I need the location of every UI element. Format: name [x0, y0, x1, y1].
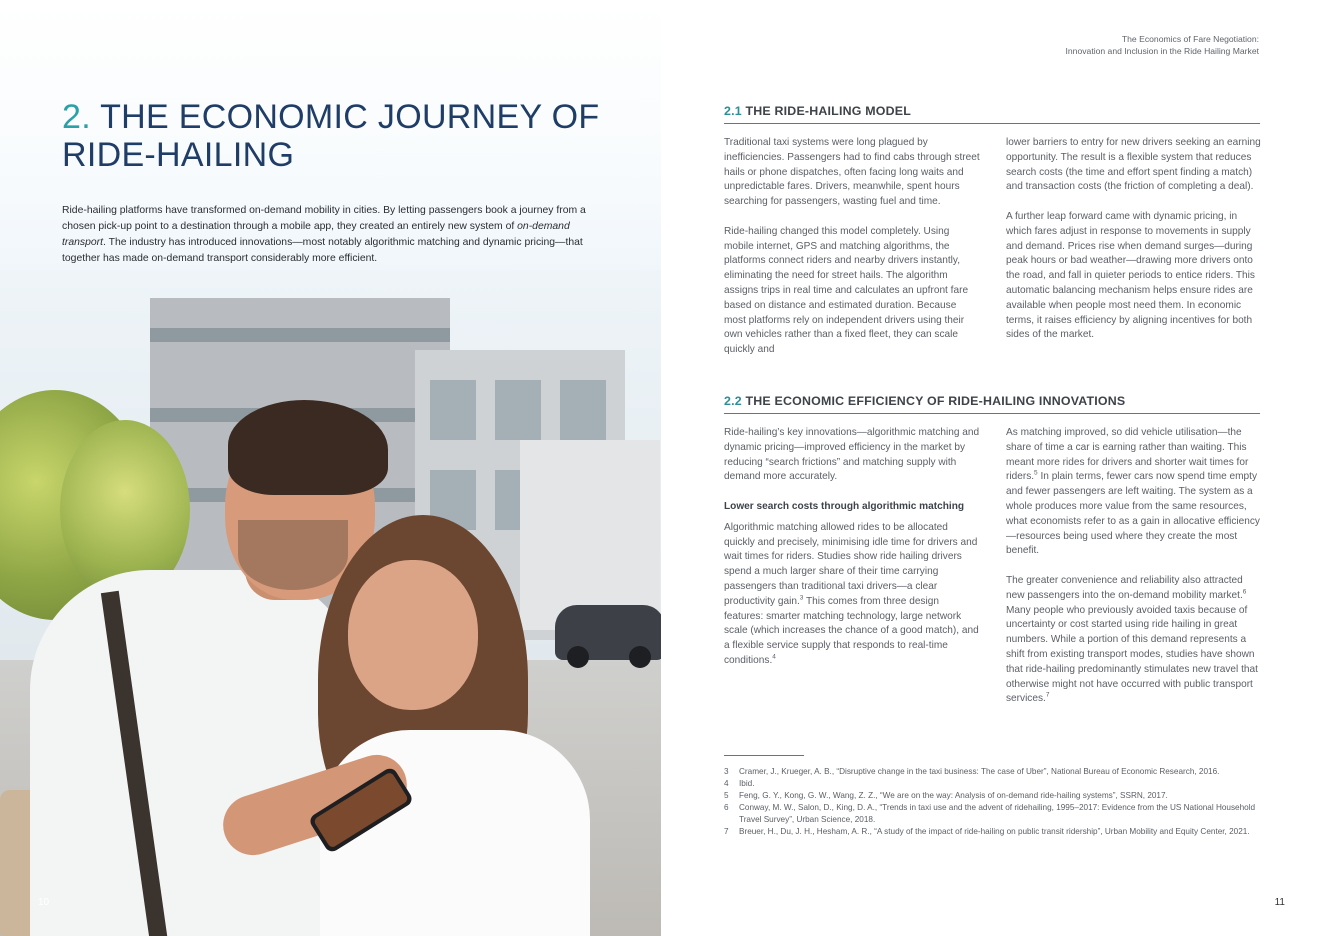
lead-paragraph: Ride-hailing platforms have transformed on-demand mobility in cities. By letting passengers book a journey from a chosen pick-up point to a destination through a mobile app, they created an entirely new system of on-demand transport. The industry has introduced innovations—most notably algorithmic matching and dynamic pricing—that together has made on-demand transport considerably more efficient. — [62, 205, 586, 264]
footnote-ref[interactable]: 7 — [1045, 691, 1050, 699]
photo-car — [555, 605, 661, 660]
footnote-ref[interactable]: 4 — [772, 653, 776, 661]
chapter-number: 2. — [62, 98, 91, 136]
lead-emphasis: on-demand transport — [62, 221, 570, 248]
running-head: The Economics of Fare Negotiation: Innovation and Inclusion in the Ride Hailing Market — [1065, 34, 1259, 56]
paragraph: The greater convenience and reliability also attracted new passengers into the on-demand mobility market.$^6$ Many people who previously avoided taxis because of uncertainty or cost started using ride hailing in great numbers. While a portion of this demand represents a shift from existing transport modes, studies have shown that ride-hailing predominantly stimulates new travel that otherwise might not have occurred with public transport services.$^7$ — [1006, 574, 1258, 705]
chapter-title — [62, 98, 642, 174]
section-2-1-column-1 — [724, 136, 980, 358]
left-page — [0, 0, 661, 936]
section-heading-2-1: 2.1 THE RIDE-HAILING MODEL — [724, 104, 1260, 124]
paragraph: Ride-hailing changed this model completely. Using mobile internet, GPS and matching algorithms, the platforms connect riders and nearby drivers instantly, eliminating the need for street hails. The algorithm assigns trips in real time and calculates an upfront fare based on distance and estimated duration. Because most platforms rely on independent drivers using their own vehicles rather than a fixed fleet, they can scale quickly and — [724, 225, 969, 356]
section-2-2-column-2 — [1006, 426, 1262, 707]
paragraph: lower barriers to entry for new drivers seeking an earning opportunity. The result is a flexible system that reduces search costs (the time and effort spent finding a match) and transaction costs (the friction of completing a deal). — [1006, 137, 1261, 193]
footnotes — [724, 766, 1260, 838]
section-2-1-column-2 — [1006, 136, 1262, 343]
footnote: 7 Breuer, H., Du, J. H., Hesham, A. R., “A study of the impact of ride-hailing on public transit ridership”, Urban Mobility and Equity Center, 2021. — [724, 827, 1250, 836]
paragraph: As matching improved, so did vehicle utilisation—the share of time a car is earning rather than waiting. This meant more rides for drivers and shorter wait times for riders.$^5$ In plain terms, fewer cars now spend time empty and fewer passengers are left waiting. The system as a whole produces more value from the same resources, what economists refer to as a gain in allocative efficiency—resources being used where they create the most benefit. — [1006, 427, 1260, 557]
footnote: 6 Conway, M. W., Salon, D., King, D. A., “Trends in taxi use and the advent of ridehailing, 1995–2017: Evidence from the US National Household Travel Survey”, Urban Science, 2018. — [724, 803, 1256, 824]
photo-man — [30, 570, 360, 936]
footnote-ref[interactable]: 6 — [1242, 588, 1247, 596]
paragraph: Traditional taxi systems were long plagued by inefficiencies. Passengers had to find cabs through street hails or phone dispatches, often facing long waits and unpredictable fares. Drivers, meanwhile, spent hours searching for passengers, wasting fuel and time. — [724, 137, 980, 208]
chapter-title-text: THE ECONOMIC JOURNEY OF RIDE-HAILING — [62, 98, 600, 174]
page-number-right: 11 — [1274, 897, 1285, 908]
paragraph: Algorithmic matching allowed rides to be allocated quickly and precisely, minimising idle time for drivers and wait times for riders. Studies show ride hailing drivers spend a much larger share of their time carrying passengers than traditional taxi drivers—a clear productivity gain.$^3$ This comes from three design features: smarter matching technology, large network scale (which increases the chance of a good match), and a flexible service supply that responds to real-time conditions.$^4$ — [724, 521, 979, 666]
footnote: 4 Ibid. — [724, 779, 755, 788]
footnote-ref[interactable]: 3 — [799, 594, 804, 602]
subheading: Lower search costs through algorithmic matching — [724, 500, 965, 512]
footnote: 5 Feng, G. Y., Kong, G. W., Wang, Z. Z., “We are on the way: Analysis of on-demand ride-hailing systems”, SSRN, 2017. — [724, 791, 1168, 800]
footnote: 3 Cramer, J., Krueger, A. B., “Disruptive change in the taxi business: The case of Uber”, National Bureau of Economic Research, 2016. — [724, 767, 1220, 776]
section-2-2-column-1 — [724, 426, 980, 669]
hero-photo — [0, 270, 661, 936]
paragraph: Ride-hailing’s key innovations—algorithmic matching and dynamic pricing—improved efficiency in the market by reducing “search frictions” and matching supply with demand more accurately. — [724, 427, 980, 483]
paragraph: A further leap forward came with dynamic pricing, in which fares adjust in response to movements in supply and demand. Prices rise when demand surges—during peak hours or bad weather—drawing more drivers onto the road, and fall in quieter periods to entice riders. This automatic balancing mechanism helps ensure rides are available when people most need them. In economic terms, it raises efficiency by aligning incentives for both sides of the market. — [1006, 210, 1255, 341]
page-number-left: 10 — [38, 897, 50, 908]
section-heading-2-2: 2.2 THE ECONOMIC EFFICIENCY OF RIDE-HAILING INNOVATIONS — [724, 394, 1260, 414]
footnote-ref[interactable]: 5 — [1034, 470, 1038, 478]
footnote-divider — [724, 755, 804, 756]
